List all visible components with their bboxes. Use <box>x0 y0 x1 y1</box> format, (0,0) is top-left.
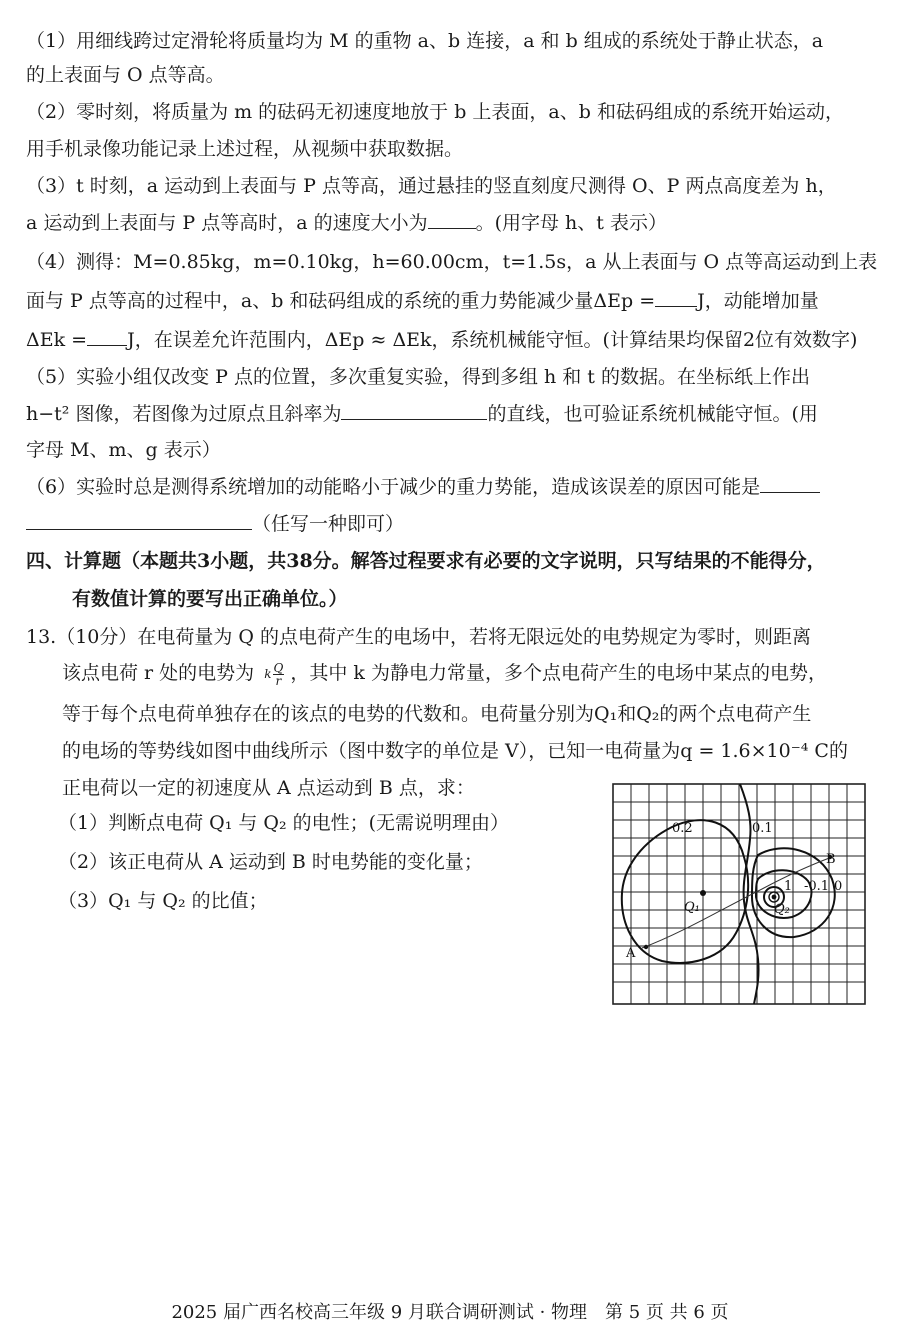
label-minus-0-1: -0.1 <box>804 879 830 894</box>
label-0: 0 <box>834 879 843 894</box>
step-2-line-2: 用手机录像功能记录上述过程，从视频中获取数据。 <box>26 138 464 160</box>
step-3-text-a: a 运动到上表面与 P 点等高时，a 的速度大小为 <box>26 212 428 234</box>
answer-blank-error-reason-1 <box>760 474 820 493</box>
fraction-numerator: Q <box>273 660 284 675</box>
step-4-line-2 <box>26 288 819 314</box>
step-5-text-b: 的直线，也可验证系统机械能守恒。(用 <box>487 403 818 425</box>
fraction-q-over-r <box>273 662 285 687</box>
section-4-heading-line-2: 有数值计算的要写出正确单位。） <box>72 588 348 610</box>
step-5-line-2 <box>26 401 818 427</box>
equipotential-figure <box>612 783 866 1005</box>
charge-q2-dot <box>772 895 777 900</box>
q13-text-a: 该点电荷 r 处的电势为 <box>62 662 255 684</box>
label-q2: Q₂ <box>774 902 790 917</box>
q13-part-3: （3）Q₁ 与 Q₂ 的比值； <box>58 890 268 912</box>
answer-blank-slope <box>341 401 487 420</box>
fraction-denominator: r <box>275 673 282 688</box>
q13-part-2: （2）该正电荷从 A 运动到 B 时电势能的变化量； <box>58 851 483 873</box>
label-b: B <box>826 852 836 867</box>
step-3-line-2 <box>26 210 667 236</box>
step-6-line-1 <box>26 474 820 500</box>
constant-k: k <box>264 667 272 681</box>
answer-blank-error-reason-2 <box>26 511 252 530</box>
step-3-text-b: 。(用字母 h、t 表示） <box>475 212 667 234</box>
step-5-line-1: （5）实验小组仅改变 P 点的位置，多次重复实验，得到多组 h 和 t 的数据。在坐标纸上作出 <box>26 366 810 388</box>
step-1-line-2: 的上表面与 O 点等高。 <box>26 64 225 86</box>
label-q1: Q₁ <box>684 900 700 915</box>
section-4-heading: 四、计算题（本题共3小题，共38分。解答过程要求有必要的文字说明，只写结果的不能得分， <box>26 550 826 572</box>
step-4-text-c: ΔEk = <box>26 329 88 351</box>
answer-blank-delta-ep <box>655 288 697 307</box>
step-2-line-1: （2）零时刻，将质量为 m 的砝码无初速度地放于 b 上表面，a、b 和砝码组成的系统开始运动， <box>26 101 844 123</box>
step-6-line-2 <box>26 511 404 537</box>
q13-line-3: 等于每个点电荷单独存在的该点的电势的代数和。电荷量分别为Q₁和Q₂的两个点电荷产生 <box>62 703 812 725</box>
q13-part-1: （1）判断点电荷 Q₁ 与 Q₂ 的电性；(无需说明理由） <box>58 812 510 834</box>
q13-line-2 <box>62 660 827 687</box>
step-4-text-b: J，动能增加量 <box>697 290 819 312</box>
q13-line-1: 13.（10分）在电荷量为 Q 的点电荷产生的电场中，若将无限远处的电势规定为零时，则距离 <box>26 626 812 648</box>
label-a: A <box>626 946 636 961</box>
charge-q1-dot <box>700 890 706 896</box>
label-1: 1 <box>784 879 793 894</box>
label-0-1: 0.1 <box>752 821 773 836</box>
step-1-line-1: （1）用细线跨过定滑轮将质量均为 M 的重物 a、b 连接，a 和 b 组成的系统处于静止状态，a <box>26 30 824 52</box>
page-footer: 2025 届广西名校高三年级 9 月联合调研测试 · 物理 第 5 页 共 6 页 <box>171 1302 729 1323</box>
answer-blank-velocity <box>428 210 476 229</box>
point-a-dot <box>644 945 648 949</box>
grid <box>613 784 865 1004</box>
step-4-line-3 <box>26 327 857 353</box>
step-5-line-3: 字母 M、m、g 表示） <box>26 439 221 461</box>
equipotential-lines <box>622 784 835 1004</box>
step-6-text-a: （6）实验时总是测得系统增加的动能略小于减少的重力势能，造成该误差的原因可能是 <box>26 476 761 498</box>
q13-line-4: 的电场的等势线如图中曲线所示（图中数字的单位是 V），已知一电荷量为q = 1.6×10⁻⁴ C的 <box>62 740 848 762</box>
label-0-2: 0.2 <box>672 821 693 836</box>
step-5-text-a: h−t² 图像，若图像为过原点且斜率为 <box>26 403 342 425</box>
step-6-text-b: （任写一种即可） <box>252 513 405 535</box>
q13-text-b: ，其中 k 为静电力常量，多个点电荷产生的电场中某点的电势， <box>290 662 827 684</box>
q13-line-5: 正电荷以一定的初速度从 A 点运动到 B 点，求： <box>62 777 475 799</box>
step-3-line-1: （3）t 时刻，a 运动到上表面与 P 点等高，通过悬挂的竖直刻度尺测得 O、P 两点高度差为 h， <box>26 175 837 197</box>
step-4-text-d: J，在误差允许范围内，ΔEp ≈ ΔEk，系统机械能守恒。(计算结果均保留2位有效数字) <box>127 329 858 351</box>
step-4-text-a: 面与 P 点等高的过程中，a、b 和砝码组成的系统的重力势能减少量ΔEp = <box>26 290 656 312</box>
answer-blank-delta-ek <box>87 327 127 346</box>
step-4-line-1: （4）测得：M=0.85kg，m=0.10kg，h=60.00cm，t=1.5s，a 从上表面与 O 点等高运动到上表 <box>26 251 878 273</box>
